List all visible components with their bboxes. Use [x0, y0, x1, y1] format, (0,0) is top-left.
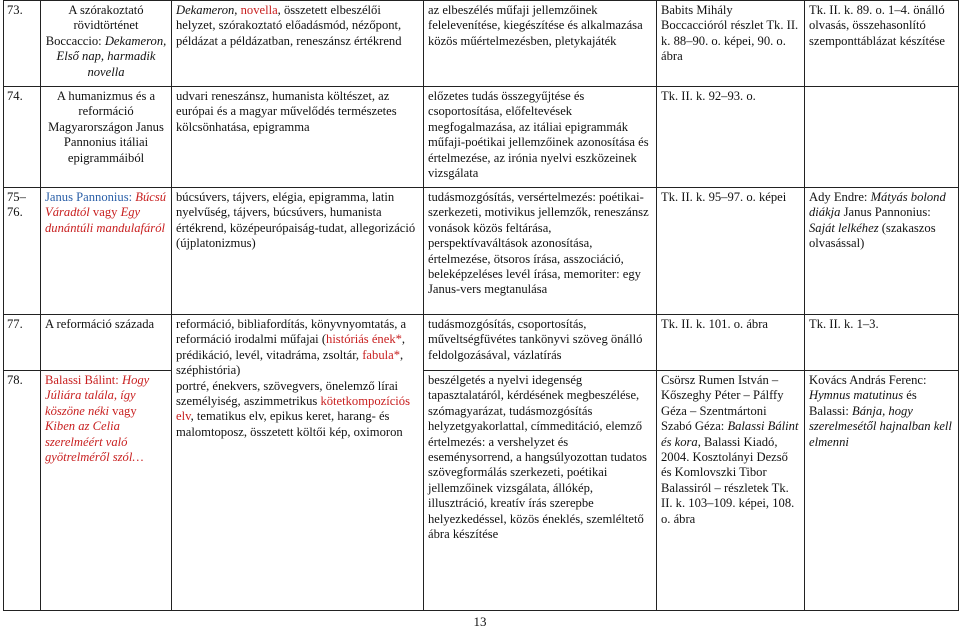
text-segment: Hogy Júliára talála, így köszöne néki	[45, 373, 150, 418]
text-segment: , összetett elbeszélői helyzet, szórakoztató előadásmód, nézőpont, példázat a példázatban, reneszánsz értékrend	[176, 3, 402, 48]
text-segment: reformáció, bibliafordítás, könyvnyomtatás, a reformáció irodalmi műfajai (	[176, 317, 407, 347]
text-segment: , széphistória)	[176, 347, 404, 378]
lesson-concepts	[172, 1, 424, 87]
text-segment: ,	[234, 3, 241, 17]
text-segment: kötetkompozíciós elv	[176, 394, 410, 424]
page-number: 13	[473, 614, 487, 629]
lesson-extra	[805, 87, 959, 188]
lesson-textbook	[657, 87, 805, 188]
text-segment: Csörsz Rumen István – Kőszeghy Péter – Pálffy Géza – Szentmártoni Szabó Géza:	[661, 373, 784, 434]
lesson-activities	[424, 315, 657, 371]
text-segment: Dekameron, Első nap, harmadik novella	[56, 33, 167, 79]
lesson-topic	[41, 371, 172, 611]
text-segment: tudásmozgósítás, versértelmezés: poétikaiszerkezeti, motivikus jellemzők, reneszánsz vonások közös feltárása, perspektívaváltások azonosítása, értelmezése, ötsoros írása, asszociáció, beleképzeléses levél írása, memoriter: egy Janus-vers megtanulása	[428, 190, 649, 297]
lesson-topic	[41, 315, 172, 371]
text-segment: Hymnus matutinus	[809, 388, 904, 403]
text-segment: Ady Endre:	[809, 190, 871, 204]
text-segment: Tk. II. k. 101. o. ábra	[661, 317, 769, 331]
lesson-textbook	[657, 371, 805, 611]
lesson-concepts	[172, 188, 424, 315]
lesson-extra	[805, 315, 959, 371]
lesson-textbook	[657, 188, 805, 315]
lesson-activities	[424, 371, 657, 611]
text-segment: , prédikáció, levél, vitadráma, zsoltár,	[176, 332, 406, 362]
text-segment: Bánja, hogy szerelmesétől hajnalban kell elmenni	[809, 403, 952, 449]
lesson-activities	[424, 87, 657, 188]
text-segment: Balassi Bálint:	[45, 373, 122, 387]
concepts-part	[176, 379, 419, 441]
lesson-number: 74.	[4, 87, 41, 188]
text-segment: előzetes tudás összegyűjtése és csoportosítása, előfeltevések megfogalmazása, az itáliai epigrammák műfaji-poétikai jellemzőinek azonosítása és értelmezése, az irónia nyelvi eszközeinek vizsgálata	[428, 89, 649, 181]
lesson-extra	[805, 188, 959, 315]
text-segment: udvari reneszánsz, humanista költészet, az európai és a magyar művelődés természetes kölcsönhatása, epigramma	[176, 89, 397, 134]
text-segment: vagy	[89, 205, 121, 220]
lesson-activities	[424, 1, 657, 87]
text-segment: Tk. II. k. 92–93. o.	[661, 89, 756, 103]
text-segment: Janus Pannonius:	[45, 190, 136, 204]
text-segment: Janus Pannonius:	[840, 205, 931, 220]
text-segment: Saját lelkéhez	[809, 220, 879, 235]
lesson-topic	[41, 87, 172, 188]
text-segment: portré, énekvers, szövegvers, önelemző lírai személyiség, aszimmetrikus	[176, 378, 399, 409]
lesson-topic	[41, 188, 172, 315]
lesson-extra	[805, 1, 959, 87]
lesson-extra	[805, 371, 959, 611]
table-row	[4, 371, 959, 611]
lesson-topic	[41, 1, 172, 87]
text-segment: , Balassi Kiadó, 2004. Kosztolányi Dezső és Komlovszki Tibor Balassiról – részletek Tk. II. k. 103–109. képei, 108. o. ábra	[661, 434, 795, 526]
text-segment: tudásmozgósítás, csoportosítás, műveltségfüvétes tankönyvi szöveg önálló feldolgozásával, vázlatírás	[428, 317, 643, 362]
text-segment: Kiben az Celia szerelméért való gyötrelméről szól…	[45, 419, 144, 465]
text-segment: Dekameron	[176, 3, 235, 17]
text-segment: az elbeszélés műfaji jellemzőinek felelevenítése, kiegészítése és alkalmazása közös műértelmezésben, pletykajáték	[428, 3, 643, 48]
text-segment: A humanizmus és a reformáció Magyarországon Janus Pannonius itáliai epigrammáiból	[48, 89, 164, 165]
text-segment: A szórakoztató rövidtörténet Boccaccio:	[45, 3, 144, 48]
curriculum-table	[3, 0, 959, 611]
text-segment: (szakaszos olvasással)	[809, 220, 936, 251]
lesson-number: 77.	[4, 315, 41, 371]
table-row	[4, 1, 959, 87]
lesson-activities	[424, 188, 657, 315]
concepts-part	[176, 317, 419, 379]
lesson-number: 75–76.	[4, 188, 41, 315]
text-segment: Mátyás bolond diákja	[809, 190, 946, 220]
text-segment: Tk. II. k. 95–97. o. képei	[661, 190, 787, 204]
text-segment: Babits Mihály Boccaccióról részlet Tk. II. k. 88–90. o. képei, 90. o. ábra	[661, 3, 799, 64]
lesson-textbook	[657, 315, 805, 371]
lesson-textbook	[657, 1, 805, 87]
table-row	[4, 188, 959, 315]
text-segment: novella	[240, 3, 278, 17]
lesson-concepts	[172, 87, 424, 188]
text-segment: , tematikus elv, epikus keret, harang- és malomtoposz, összetett költői kép, oximoron	[176, 409, 403, 439]
text-segment: Tk. II. k. 1–3.	[809, 317, 879, 331]
text-segment: vagy	[109, 403, 137, 418]
lesson-concepts	[172, 315, 424, 611]
text-segment: búcsúvers, tájvers, elégia, epigramma, latin nyelvűség, tájvers, búcsúvers, humanista értékrend, középeurópaiság-tudat, allegorizáció (újplatonizmus)	[176, 190, 416, 251]
lesson-number: 73.	[4, 1, 41, 87]
text-segment: históriás ének*	[326, 332, 402, 347]
text-segment: Tk. II. k. 89. o. 1–4. önálló olvasás, összehasonlító szemponttáblázat készítése	[809, 3, 946, 48]
text-segment: beszélgetés a nyelvi idegenség tapasztalatáról, kérdésének megbeszélése, szómagyarázat, tudásmozgósítás helyzetgyakorlattal, címmeditáció, elemző értelmezés: a vershelyzet és eseménysorrend, a hangsúlyozottan tudatos szövegformálás szerkezeti, poétikai jellemzőinek vizsgálata, állókép, illusztráció, kreatív írás szerepbe helyezkedéssel, közös éneklés, szemléltető ábra készítése	[428, 373, 647, 542]
text-segment: A reformáció százada	[45, 317, 155, 331]
text-segment: Egy dunántúli mandulafáról	[45, 205, 165, 235]
table-row	[4, 315, 959, 371]
lesson-number: 78.	[4, 371, 41, 611]
text-segment: Búcsú Váradtól	[45, 190, 167, 220]
text-segment: Kovács András Ferenc:	[809, 373, 927, 387]
table-row	[4, 87, 959, 188]
text-segment: fabula*	[362, 347, 400, 362]
text-segment: Balassi Bálint és kora	[661, 419, 799, 449]
text-segment: és Balassi:	[809, 388, 917, 418]
